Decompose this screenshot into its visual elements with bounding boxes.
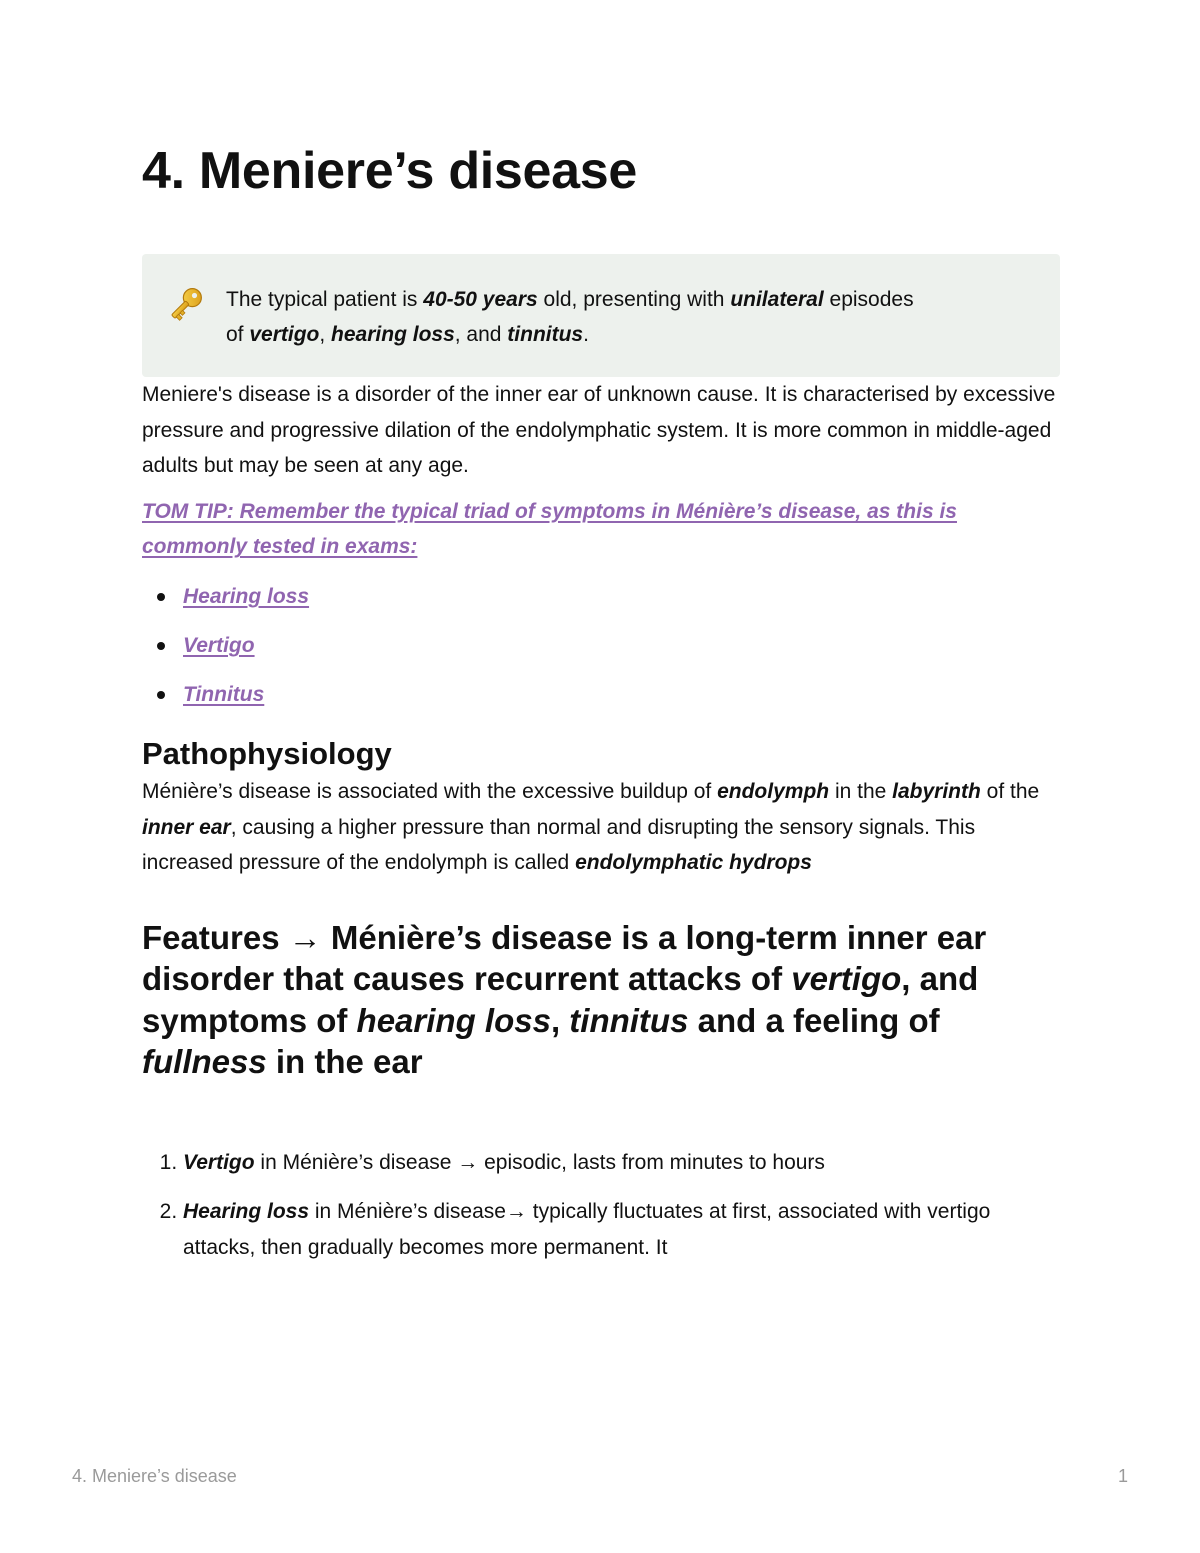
features-heading-emphasis: hearing loss bbox=[356, 1001, 551, 1039]
callout-emphasis: unilateral bbox=[730, 288, 824, 312]
feature-term: Hearing loss bbox=[183, 1200, 310, 1224]
callout-text-run: , bbox=[319, 323, 332, 347]
tom-tip-link[interactable]: TOM TIP: Remember the typical triad of symptoms in Ménière’s disease, as this is commonly tested in exams: bbox=[142, 499, 957, 559]
footer-page-number: 1 bbox=[1117, 1466, 1128, 1486]
callout-emphasis: tinnitus bbox=[507, 323, 584, 347]
features-list bbox=[142, 1145, 1060, 1266]
list-item bbox=[183, 628, 1060, 663]
footer-title: 4. Meniere’s disease bbox=[72, 1466, 237, 1486]
callout-text-run: old, presenting with bbox=[537, 288, 731, 312]
callout-text-run: The typical patient is bbox=[226, 288, 424, 312]
feature-text: in Ménière’s disease→ typically fluctuates at first, associated with vertigo attacks, then gradually becomes more permanent. It bbox=[183, 1200, 991, 1259]
callout-text bbox=[226, 282, 1010, 352]
patho-text: in the bbox=[829, 780, 893, 804]
feature-term: Vertigo bbox=[183, 1150, 255, 1174]
callout-emphasis: 40-50 years bbox=[423, 288, 538, 312]
features-heading-text: , bbox=[550, 1001, 570, 1039]
patho-term-endolymphatic-hydrops: endolymphatic hydrops bbox=[575, 851, 812, 875]
features-heading-emphasis: tinnitus bbox=[569, 1001, 689, 1039]
callout-text-run: episodes bbox=[823, 288, 914, 312]
list-item bbox=[183, 677, 1060, 712]
callout-text-run: of bbox=[226, 323, 250, 347]
callout-emphasis: vertigo bbox=[249, 323, 320, 347]
triad-link-tinnitus[interactable]: Tinnitus bbox=[183, 682, 265, 706]
patho-text: of the bbox=[980, 780, 1040, 804]
pathophysiology-heading: Pathophysiology bbox=[142, 735, 392, 771]
features-heading-text: and a feeling of bbox=[688, 1001, 940, 1039]
features-heading-emphasis: fullness bbox=[142, 1043, 267, 1081]
callout-emphasis: hearing loss bbox=[331, 323, 455, 347]
triad-link-vertigo[interactable]: Vertigo bbox=[183, 633, 255, 657]
callout-text-run: . bbox=[583, 323, 589, 347]
intro-paragraph: Meniere's disease is a disorder of the inner ear of unknown cause. It is characterised by excessive pressure and progressive dilation of the endolymphatic system. It is more common in middle-aged adults but may be seen at any age. bbox=[142, 383, 1056, 478]
key-callout bbox=[142, 254, 1060, 377]
patho-term-labyrinth: labyrinth bbox=[892, 780, 981, 804]
list-item bbox=[183, 1194, 1060, 1265]
features-heading-text: in the ear bbox=[266, 1043, 423, 1081]
features-heading-text: , and symptoms of bbox=[142, 960, 979, 1039]
pathophysiology-paragraph bbox=[142, 774, 1060, 881]
patho-text: , causing a higher pressure than normal and disrupting the sensory signals. This increased pressure of the endolymph is called bbox=[142, 815, 976, 875]
triad-link-hearing-loss[interactable]: Hearing loss bbox=[183, 584, 310, 608]
triad-list bbox=[142, 579, 1060, 712]
patho-term-endolymph: endolymph bbox=[717, 780, 830, 804]
list-item bbox=[183, 579, 1060, 614]
features-heading-text: Features → Ménière’s disease is a long-term inner ear disorder that causes recurrent attacks of bbox=[142, 918, 987, 998]
list-item bbox=[183, 1145, 1060, 1181]
document-body bbox=[142, 140, 1060, 1279]
feature-text: in Ménière’s disease → episodic, lasts from minutes to hours bbox=[254, 1150, 825, 1174]
patho-term-inner-ear: inner ear bbox=[142, 815, 231, 839]
key-icon bbox=[164, 282, 208, 326]
features-heading bbox=[142, 917, 1060, 1083]
features-heading-emphasis: vertigo bbox=[791, 960, 902, 998]
patho-text: Ménière’s disease is associated with the excessive buildup of bbox=[142, 780, 718, 804]
callout-text-run: , and bbox=[454, 323, 508, 347]
page-title: 4. Meniere’s disease bbox=[142, 142, 638, 200]
